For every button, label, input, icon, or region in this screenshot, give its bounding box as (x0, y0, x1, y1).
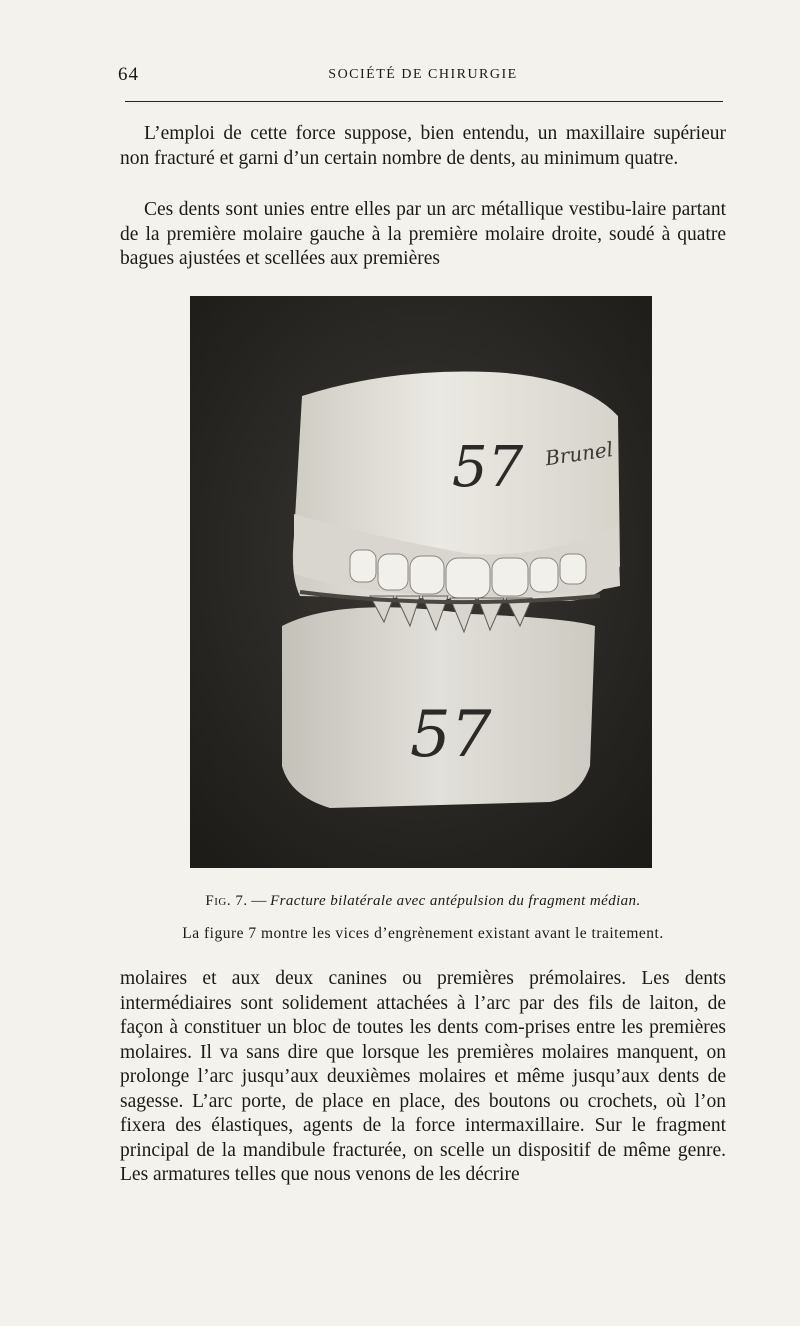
lower-inscription: 57 (410, 698, 492, 772)
paragraph-3: molaires et aux deux canines ou premières prémolaires. Les dents intermédiaires sont solidement attachées à l’arc par des fils de laiton, de façon à constituer un bloc de toutes les dents com-prises entre les premières molaires. Il va sans dire que lorsque les premières molaires manquent, on prolonge l’arc jusqu’aux deuxièmes molaires et même jusqu’aux dents de sagesse. L’arc porte, de place en place, des boutons ou crochets, où l’on fixera des élastiques, agents de la force intermaxillaire. Sur le fragment principal de la mandibule fracturée, on scelle un dispositif de même genre. Les armatures telles que nous venons de les décrire (120, 968, 726, 1185)
figure-note: La figure 7 montre les vices d’engrènement existant avant le traitement. (182, 925, 664, 942)
side-inscription: Brunel (543, 437, 615, 471)
paragraph-1: L’emploi de cette force suppose, bien entendu, un maxillaire supérieur non fracturé et garni d’un certain nombre de dents, au minimum quatre. (120, 123, 726, 169)
page-number: 64 (118, 64, 139, 85)
journal-title: SOCIÉTÉ DE CHIRURGIE (328, 67, 518, 82)
dental-cast-photo (190, 296, 652, 868)
figure-label: Fig. 7. (205, 893, 248, 909)
running-head (118, 64, 728, 88)
paragraph-2: Ces dents sont unies entre elles par un arc métallique vestibu-laire partant de la première molaire gauche à la première molaire droite, soudé à quatre bagues ajustées et scellées aux premières (120, 199, 726, 269)
figure-photograph (190, 296, 652, 868)
caption-separator: — (251, 893, 267, 909)
upper-inscription: 57 (452, 435, 524, 500)
figure-title: Fracture bilatérale avec antépulsion du fragment médian. (270, 893, 641, 909)
header-rule (125, 101, 723, 102)
figure-caption (120, 893, 726, 910)
